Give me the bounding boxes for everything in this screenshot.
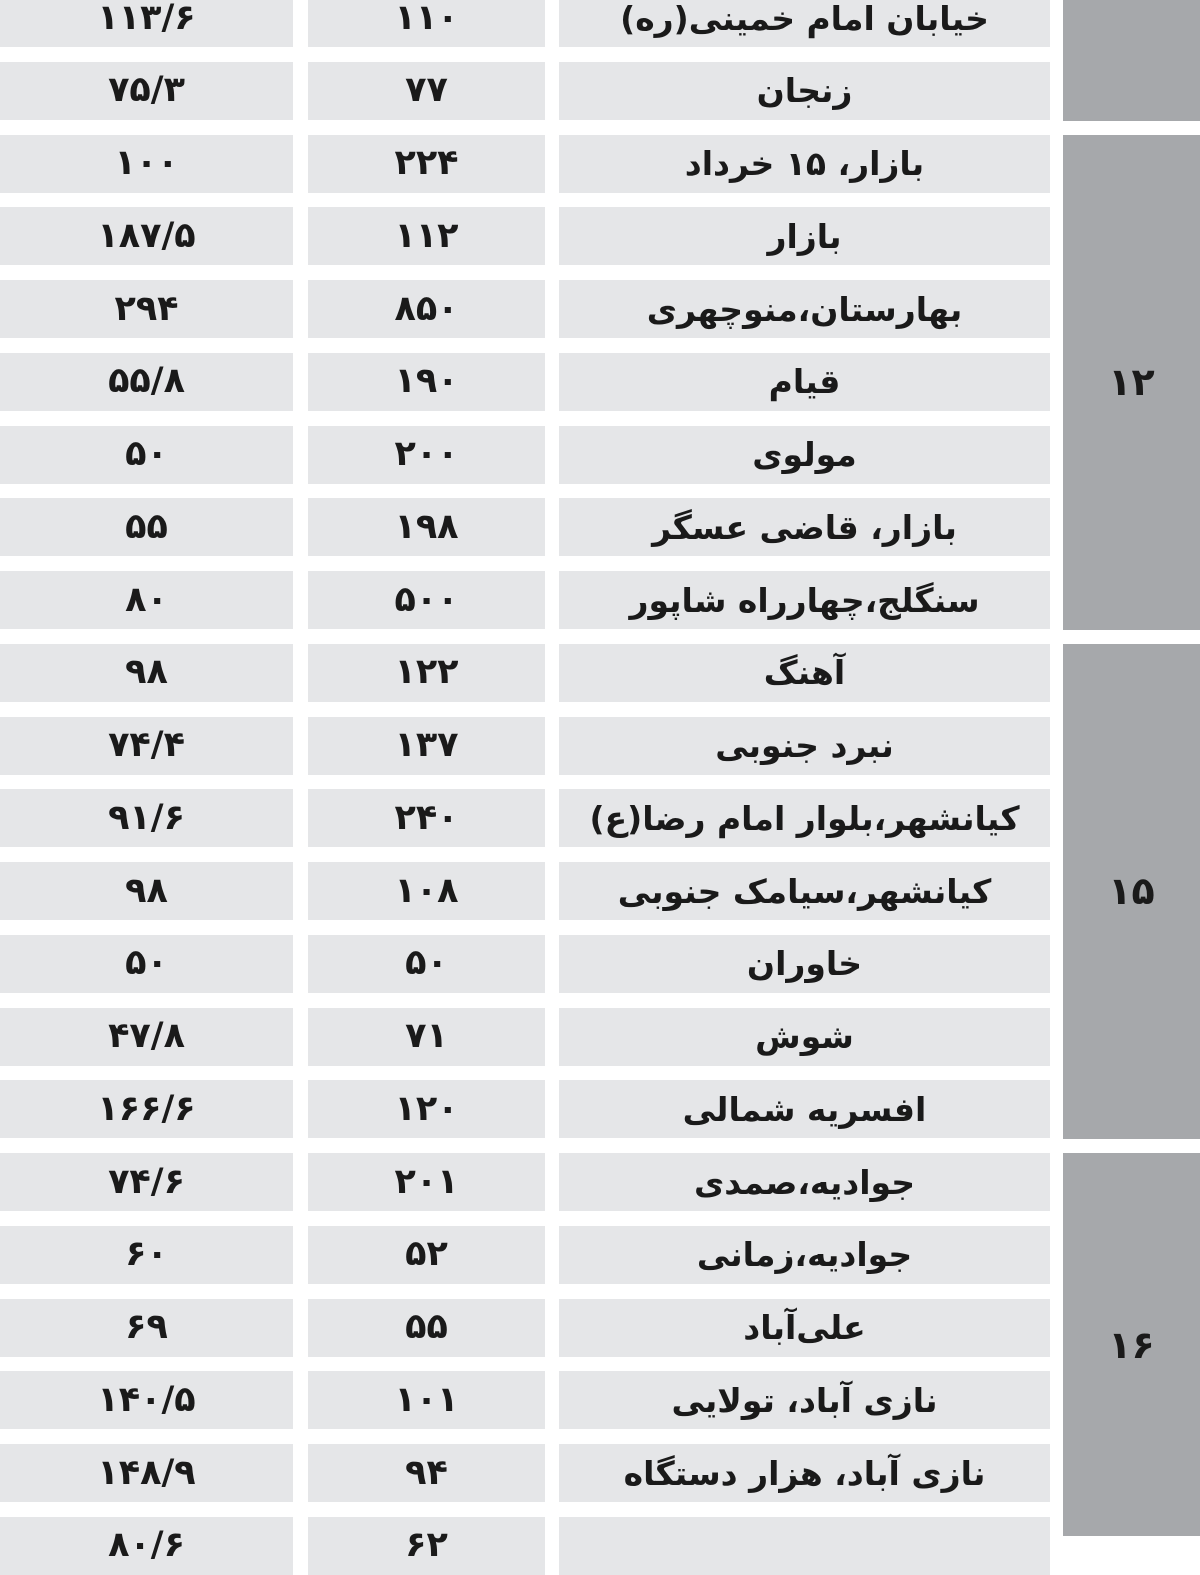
value1-cell: ۹۴ [308,1444,545,1502]
value2-cell: ۹۸ [0,644,293,702]
value2-cell: ۵۰ [0,426,293,484]
value1-cell: ۲۲۴ [308,135,545,193]
value1-cell: ۱۳۷ [308,717,545,775]
value1-cell: ۵۰۰ [308,571,545,629]
value1-cell: ۲۴۰ [308,789,545,847]
value1-cell: ۶۲ [308,1517,545,1575]
location-cell: شوش [559,1008,1050,1066]
value1-cell: ۱۱۰ [308,0,545,47]
location-cell: کیانشهر،بلوار امام رضا(ع) [559,789,1050,847]
location-cell: آهنگ [559,644,1050,702]
region-cell: ۱۵ [1063,644,1200,1139]
value2-cell: ۵۰ [0,935,293,993]
region-cell: ۱۲ [1063,135,1200,630]
location-cell: افسریه شمالی [559,1080,1050,1138]
location-cell [559,1517,1050,1575]
value2-cell: ۹۸ [0,862,293,920]
value2-cell: ۱۴۰/۵ [0,1371,293,1429]
location-cell: کیانشهر،سیامک جنوبی [559,862,1050,920]
location-cell: نازی آباد، تولایی [559,1371,1050,1429]
value1-cell: ۱۰۸ [308,862,545,920]
value1-cell: ۸۵۰ [308,280,545,338]
value2-cell: ۵۵/۸ [0,353,293,411]
region-cell: ۱۶ [1063,1153,1200,1536]
value2-cell: ۱۶۶/۶ [0,1080,293,1138]
value2-cell: ۸۰/۶ [0,1517,293,1575]
value2-cell: ۶۰ [0,1226,293,1284]
region-cell [1063,0,1200,121]
value1-cell: ۱۱۲ [308,207,545,265]
value2-cell: ۱۸۷/۵ [0,207,293,265]
value2-cell: ۷۴/۶ [0,1153,293,1211]
value1-cell: ۱۰۱ [308,1371,545,1429]
value1-cell: ۷۱ [308,1008,545,1066]
value2-cell: ۹۱/۶ [0,789,293,847]
value1-cell: ۱۲۰ [308,1080,545,1138]
value1-cell: ۵۰ [308,935,545,993]
location-cell: نبرد جنوبی [559,717,1050,775]
value2-cell: ۱۴۸/۹ [0,1444,293,1502]
location-cell: سنگلج،چهارراه شاپور [559,571,1050,629]
value1-cell: ۵۲ [308,1226,545,1284]
location-cell: جوادیه،صمدی [559,1153,1050,1211]
location-cell: خاوران [559,935,1050,993]
value2-cell: ۸۰ [0,571,293,629]
value2-cell: ۷۵/۳ [0,62,293,120]
value2-cell: ۴۷/۸ [0,1008,293,1066]
location-cell: مولوی [559,426,1050,484]
location-cell: بازار [559,207,1050,265]
location-cell: بازار، ۱۵ خرداد [559,135,1050,193]
value1-cell: ۲۰۱ [308,1153,545,1211]
value1-cell: ۱۲۲ [308,644,545,702]
value1-cell: ۵۵ [308,1299,545,1357]
location-cell: زنجان [559,62,1050,120]
location-cell: نازی آباد، هزار دستگاه [559,1444,1050,1502]
value1-cell: ۲۰۰ [308,426,545,484]
value2-cell: ۷۴/۴ [0,717,293,775]
value2-cell: ۱۰۰ [0,135,293,193]
value2-cell: ۵۵ [0,498,293,556]
location-cell: خیابان امام خمینی(ره) [559,0,1050,47]
location-cell: جوادیه،زمانی [559,1226,1050,1284]
value1-cell: ۱۹۰ [308,353,545,411]
location-cell: بازار، قاضی عسگر [559,498,1050,556]
value2-cell: ۱۱۳/۶ [0,0,293,47]
value2-cell: ۶۹ [0,1299,293,1357]
location-cell: بهارستان،منوچهری [559,280,1050,338]
value1-cell: ۱۹۸ [308,498,545,556]
location-cell: علی‌آباد [559,1299,1050,1357]
value2-cell: ۲۹۴ [0,280,293,338]
value1-cell: ۷۷ [308,62,545,120]
location-cell: قیام [559,353,1050,411]
